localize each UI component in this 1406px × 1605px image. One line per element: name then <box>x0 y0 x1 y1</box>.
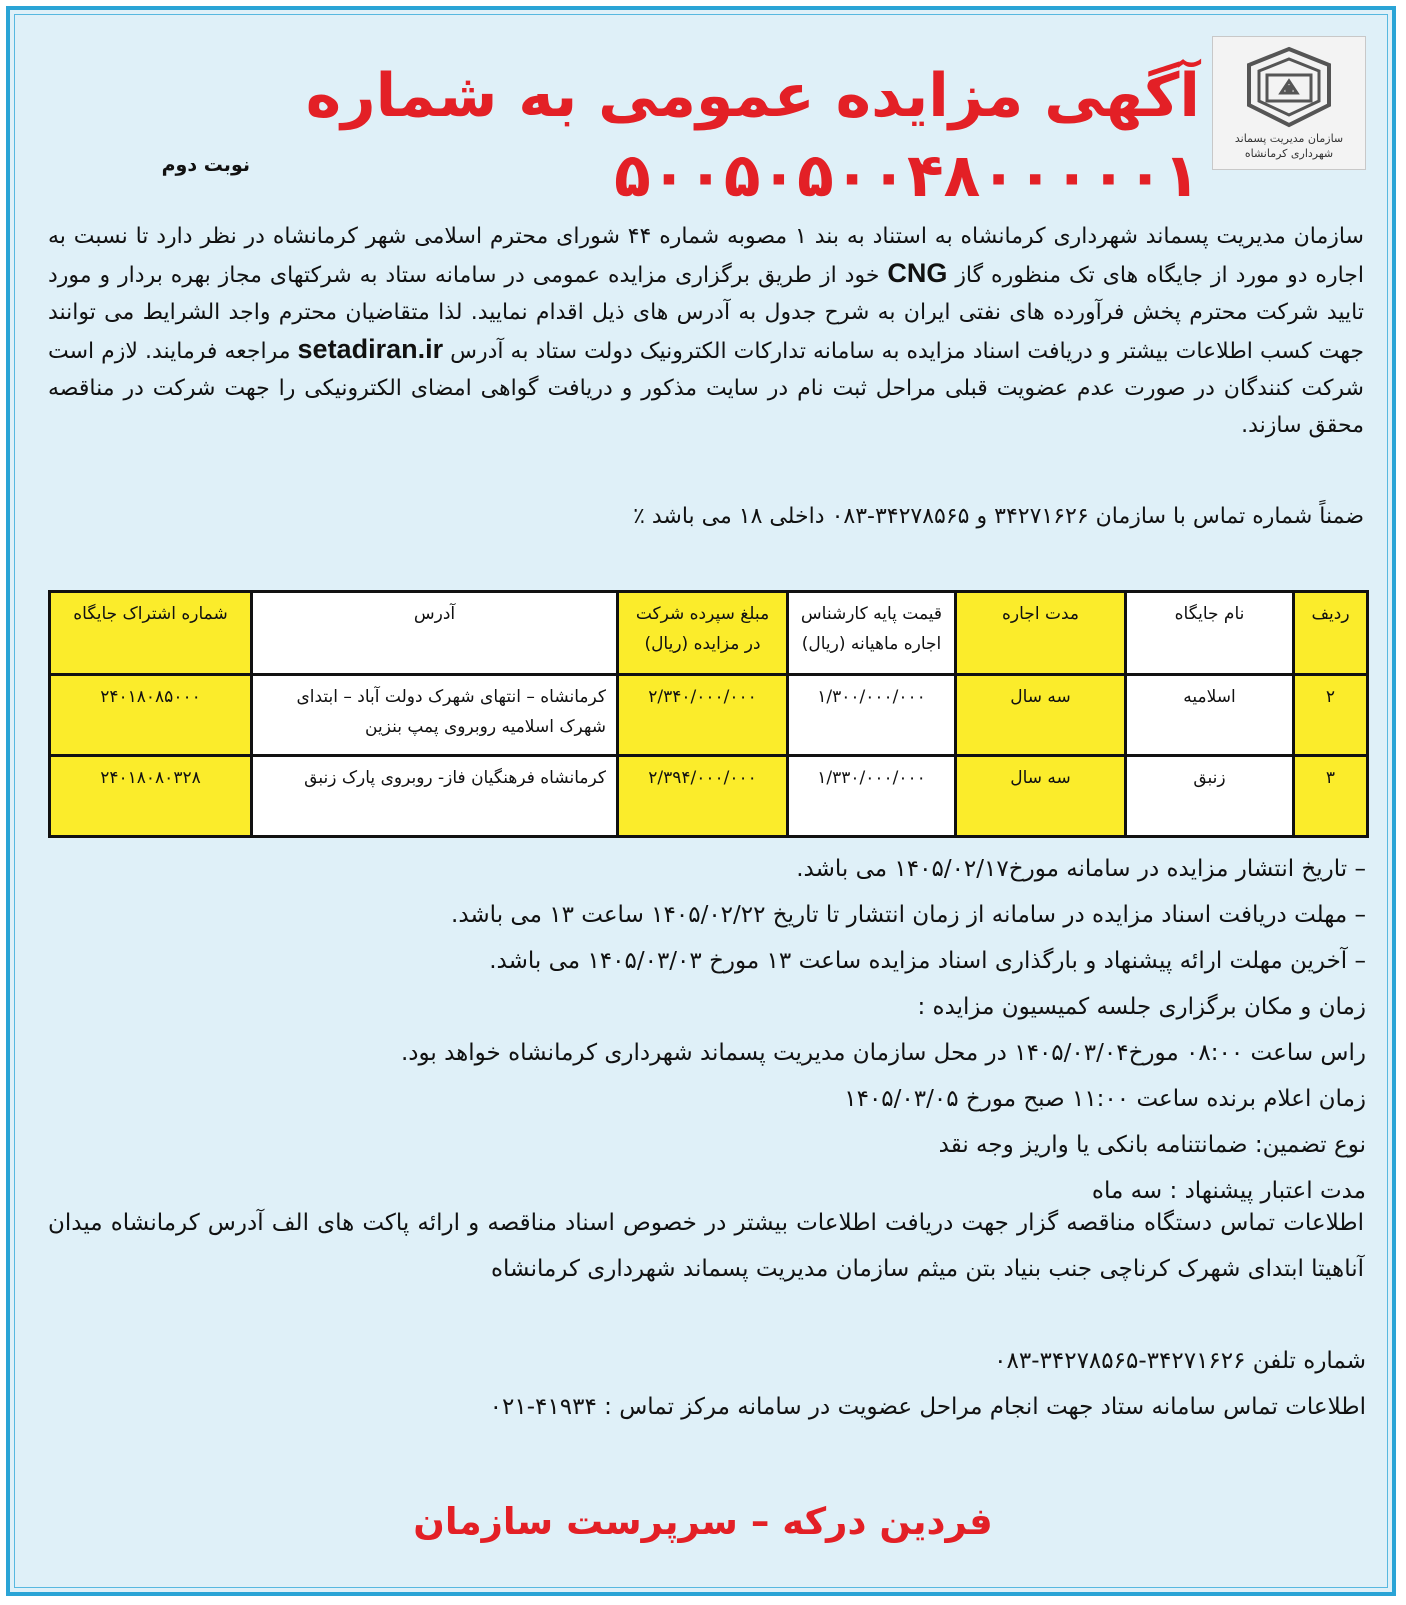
logo-caption <box>1213 131 1365 161</box>
logo-caption-line1: سازمان مدیریت پسماند <box>1234 132 1344 145</box>
logo-caption-line2: شهرداری کرمانشاه <box>1244 147 1334 160</box>
address-paragraph: اطلاعات تماس دستگاه مناقصه گزار جهت دریافت اطلاعات بیشتر در خصوص اسناد مناقصه و ارائه پاکت های الف آدرس کرمانشاه میدان آناهیتا ابتدای شهرک کرناچی جنب بنیاد بتن میثم سازمان مدیریت پسماند شهرداری کرمانشاه <box>48 1210 1364 1282</box>
note-commission-time: راس ساعت ۰۸:۰۰ مورخ۱۴۰۵/۰۳/۰۴ در محل سازمان مدیریت پسماند شهرداری کرمانشاه خواهد بود. <box>400 1040 1366 1066</box>
header-subscription: شماره اشتراک جایگاه <box>50 592 252 675</box>
table-row <box>50 756 1368 837</box>
schedule-notes <box>60 846 1366 1214</box>
intro-paragraph <box>48 218 1364 444</box>
cell-station-name: اسلامیه <box>1126 675 1294 756</box>
header-base-price: قیمت پایه کارشناس اجاره ماهیانه (ریال) <box>788 592 956 675</box>
cell-row-number: ۳ <box>1294 756 1368 837</box>
header-deposit: مبلغ سپرده شرکت در مزایده (ریال) <box>618 592 788 675</box>
note-publish-date: – تاریخ انتشار مزایده در سامانه مورخ۱۴۰۵/۰۲/۱۷ می باشد. <box>796 856 1366 882</box>
organization-logo <box>1212 36 1366 170</box>
signature: فردین درکه – سرپرست سازمان <box>413 1500 993 1543</box>
cell-base-price: ۱/۳۳۰/۰۰۰/۰۰۰ <box>788 756 956 837</box>
contact-line: ضمناً شماره تماس با سازمان ۳۴۲۷۱۶۲۶ و ۳۴۲۷۸۵۶۵-۰۸۳ داخلی ۱۸ می باشد ٪ <box>633 504 1364 529</box>
stations-table <box>48 590 1369 838</box>
cell-deposit: ۲/۳۴۰/۰۰۰/۰۰۰ <box>618 675 788 756</box>
note-offer-validity: مدت اعتبار پیشنهاد : سه ماه <box>1091 1178 1366 1204</box>
table-header-row <box>50 592 1368 675</box>
phone-numbers: شماره تلفن ۳۴۲۷۱۶۲۶-۳۴۲۷۸۵۶۵-۰۸۳ <box>994 1348 1366 1374</box>
cell-address: کرمانشاه فرهنگیان فاز- روبروی پارک زنبق <box>252 756 618 837</box>
recycle-emblem-icon <box>1241 45 1337 131</box>
cell-row-number: ۲ <box>1294 675 1368 756</box>
note-commission-heading: زمان و مکان برگزاری جلسه کمیسیون مزایده : <box>917 994 1366 1020</box>
cell-station-name: زنبق <box>1126 756 1294 837</box>
note-submission-deadline: – آخرین مهلت ارائه پیشنهاد و بارگذاری اسناد مزایده ساعت ۱۳ مورخ ۱۴۰۵/۰۳/۰۳ می باشد. <box>489 948 1366 974</box>
note-winner-announcement: زمان اعلام برنده ساعت ۱۱:۰۰ صبح مورخ ۱۴۰۵/۰۳/۰۵ <box>844 1086 1366 1112</box>
cell-lease-duration: سه سال <box>956 675 1126 756</box>
round-label: نوبت دوم <box>161 154 250 176</box>
notice-title: آگهی مزایده عمومی به شماره ۵۰۰۵۰۵۰۰۴۸۰۰۰۰۰۱ <box>305 61 1200 211</box>
cell-lease-duration: سه سال <box>956 756 1126 837</box>
setad-contact: اطلاعات تماس سامانه ستاد جهت انجام مراحل عضویت در سامانه مرکز تماس : ۴۱۹۳۴-۰۲۱ <box>489 1394 1366 1420</box>
intro-text-2: خود از طریق برگزاری مزایده عمومی در سامانه ستاد به شرکتهای مجاز بهره بردار و مورد تایید شرکت محترم پخش فرآورده های نفتی ایران به شرح جدول به آدرس های ذیل اقدام نمایید. لذا متقاضیان محترم واجد الشرایط می توانند جهت کسب اطلاعات بیشتر و دریافت اسناد مزایده به سامانه تدارکات الکترونیک دولت ستاد به آدرس <box>48 263 1365 364</box>
header-address: آدرس <box>252 592 618 675</box>
table-row <box>50 675 1368 756</box>
cell-subscription: ۲۴۰۱۸۰۸۵۰۰۰ <box>50 675 252 756</box>
setadiran-link[interactable]: setadiran.ir <box>297 334 444 364</box>
contact-info <box>60 1338 1366 1430</box>
intro-text-1: سازمان مدیریت پسماند شهرداری کرمانشاه به استناد به بند ۱ مصوبه شماره ۴۴ شورای محترم اسلامی شهر کرمانشاه در نظر دارد تا نسبت به اجاره دو مورد از جایگاه های تک منظوره گاز <box>48 224 1364 288</box>
cell-deposit: ۲/۳۹۴/۰۰۰/۰۰۰ <box>618 756 788 837</box>
note-guarantee-type: نوع تضمین: ضمانتنامه بانکی یا واریز وجه نقد <box>938 1132 1366 1158</box>
intro-text-3: مراجعه فرمایند. لازم است شرکت کنندگان در صورت عدم عضویت قبلی مراحل ثبت نام در سایت مذکور و دریافت گواهی امضای الکترونیکی را جهت شرکت در مناقصه محقق سازند. <box>48 339 1364 438</box>
header-station-name: نام جایگاه <box>1126 592 1294 675</box>
cell-address: کرمانشاه – انتهای شهرک دولت آباد – ابتدای شهرک اسلامیه روبروی پمپ بنزین <box>252 675 618 756</box>
header-lease-duration: مدت اجاره <box>956 592 1126 675</box>
cng-label: CNG <box>887 258 948 288</box>
note-document-deadline: – مهلت دریافت اسناد مزایده در سامانه از زمان انتشار تا تاریخ ۱۴۰۵/۰۲/۲۲ ساعت ۱۳ می باشد. <box>451 902 1366 928</box>
cell-base-price: ۱/۳۰۰/۰۰۰/۰۰۰ <box>788 675 956 756</box>
cell-subscription: ۲۴۰۱۸۰۸۰۳۲۸ <box>50 756 252 837</box>
header-row-number: ردیف <box>1294 592 1368 675</box>
